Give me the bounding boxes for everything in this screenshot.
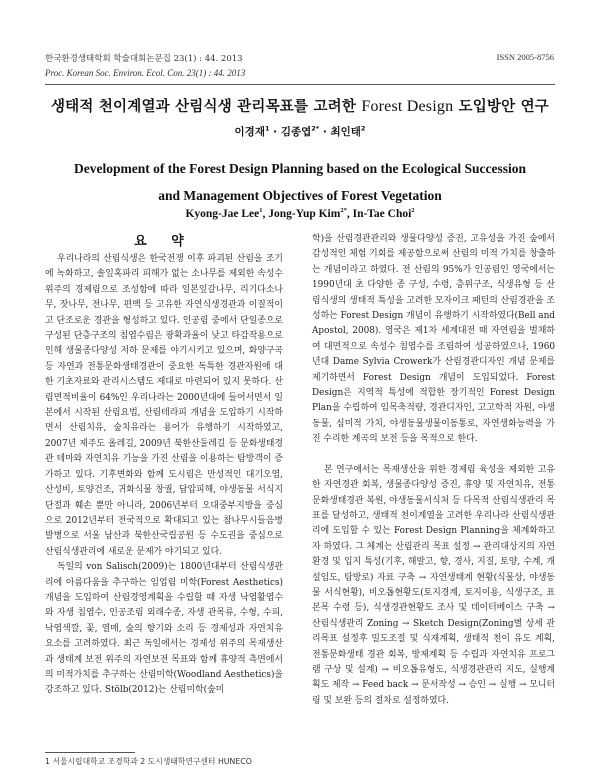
author-separator: , bbox=[346, 207, 353, 220]
abstract-paragraph: 우리나라의 산림식생은 한국전쟁 이후 파괴된 산림을 조기에 녹화하고, 솔잎혹파리 피해가 없는 소나무를 제외한 속성수 위주의 경제림으로 조성함에 따라 일본잎갈나무, 리기다소나무, 잣나무, 전나무, 편백 등 고유한 자연식생경관과 이질적이고 단조로운 경관을 형성하고 있다. 인공림 중에서 단일종으로 구성된 단층구조의 침엽수림은 광확과율이 낮고 타감작용으로 인해 생물종다양성 저하 문제를 야기시키고 있으며, 화양구곡 등 자연과 전통문화생태경관이 중요한 독특한 경관자원에 대한 기초자료와 관리시스템도 제대로 마련되어 있지 못하다. 산림면적비율이 64%인 우리나라는 2000년대에 들어서면서 일본에서 시작된 산림요법, 산림테라피 개념을 도입하기 시작하면서 산림치유, 숲치유라는 용어가 유행하기 시작하였고, 2007년 제주도 올레길, 2009년 북한산둘레길 등 문화생태경관 테마와 자연치유 기능을 가진 산림을 이용하는 탐방객이 증가하고 있다. 기후변화와 함께 도시림은 만성적인 대기오염, 산성비, 토양건조, 귀화식물 창궐, 답압피해, 야생동물 서식지 단절과 훼손 뿐만 아니라, 2006년부터 오대중부지방을 중심으로 2012년부터 전국적으로 확대되고 있는 참나무시들음병 발병으로 서울 남산과 북한산국립공원 등 수도권을 중심으로 산림식생관리에 새로운 문제가 야기되고 있다. bbox=[45, 254, 283, 557]
author-affil: 2* bbox=[311, 124, 320, 133]
abstract-heading: 요 약 bbox=[134, 234, 194, 249]
title-kr-forest-design: Forest Design bbox=[361, 98, 454, 115]
author-separator: · bbox=[319, 126, 331, 138]
paper-title-en bbox=[40, 155, 560, 209]
title-kr-part1: 생태적 천이계열과 산림식생 관리목표를 고려한 bbox=[50, 99, 362, 115]
author-kr: 김종엽 bbox=[280, 126, 312, 138]
title-en-line: and Management Objectives of Forest Vegetation bbox=[158, 188, 442, 203]
author-kr: 이경재 bbox=[234, 126, 265, 138]
affiliation-footnote: 1 서울시립대학교 조경학과 2 도시생태학연구센터 HUNECO bbox=[45, 757, 252, 766]
author-separator: , bbox=[262, 207, 269, 220]
abstract-paragraph: 학)을 산림경관관리와 생물다양성 증진, 고유성을 가진 숲에서 감성적인 체험 기회를 제공함으로써 산림의 미적 가치를 창출하는 개념이라고 하였다. 전 산림의 95%가 인공림인 영국에서는 1990년대 초 다양한 종 구성, 수령, 층위구조, 식생유형 등 산림식생의 생태적 특성을 고려한 모자이크 패턴의 산림경관을 조성하는 Forest Design 개념이 유행하기 시작하였다(Bell and Apostol, 2008). 영국은 제1차 세계대전 때 자연림을 벌채하여 대면적으로 속성수 침엽수를 조림하여 성공하였으나, 1960년대 Dame Sylvia Crowerk가 산림경관디자인 개념 문제를 제기하면서 Forest Design 개념이 도입되었다. Forest Design은 지역적 특성에 적합한 장기적인 Forest Design Plan을 수립하여 임목축적량, 경관디자인, 고고학적 자원, 야생동물, 심미적 가치, 야생동물생물이동통로, 자연생화능력을 가진 수리한 계곡의 보전 등을 목적으로 한다. bbox=[312, 234, 555, 445]
journal-name-kr: 한국환경생태학회 학술대회논문집 23(1) : 44. 2013 bbox=[45, 54, 243, 64]
author-affil: 1 bbox=[264, 124, 270, 133]
abstract-left-column bbox=[45, 252, 283, 699]
title-en-line: Development of the Forest Design Planning based on the Ecological Succession bbox=[74, 161, 526, 176]
author-en: Jong-Yup Kim bbox=[268, 207, 341, 220]
author-en: In-Tae Choi bbox=[352, 207, 412, 220]
author-separator: · bbox=[269, 126, 281, 138]
paper-title-kr bbox=[0, 95, 600, 116]
abstract-right-column bbox=[312, 232, 555, 709]
issn: ISSN 2005-8756 bbox=[496, 52, 554, 62]
footnote-divider bbox=[45, 752, 135, 753]
author-kr: 최인태 bbox=[330, 126, 361, 138]
abstract-paragraph: 독일의 von Salisch(2009)는 1800년대부터 산림식생관리에 아름다움을 추구하는 임업림 미학(Forest Aesthetics) 개념을 도입하여 산림경영계획을 수립할 때 자생 낙엽활엽수와 자생 침엽수, 인공조림 외래수종, 자생 관목류, 수형, 수피, 낙엽색깔, 꽃, 열매, 숲의 향기와 소리 등 경제성과 자연치유 요소를 고려하였다. 최근 독일에서는 경제성 위주의 목재생산과 생태계 보전 위주의 자연보전 목표와 함께 휴양적 측면에서의 미적가치를 추구하는 산림미학(Woodland Aesthetics)을 강조하고 있다. Stölb(2012)는 산림미학(숲미 bbox=[45, 562, 283, 696]
authors-kr bbox=[0, 124, 600, 139]
journal-name-en: Proc. Korean Soc. Environ. Ecol. Con. 23(1) : 44. 2013 bbox=[45, 68, 246, 78]
title-kr-part2: 도입방안 연구 bbox=[453, 99, 550, 115]
authors-en bbox=[0, 207, 600, 220]
author-affil: 2 bbox=[411, 207, 415, 214]
author-affil: 1 bbox=[259, 207, 263, 214]
author-en: Kyong-Jae Lee bbox=[185, 207, 260, 220]
journal-header bbox=[45, 52, 245, 80]
author-affil: 2* bbox=[340, 207, 347, 214]
header-divider bbox=[45, 84, 555, 85]
abstract-paragraph: 본 연구에서는 목재생산을 위한 경제림 육성을 제외한 고유한 자연경관 회복, 생물종다양성 증진, 휴양 및 자연치유, 전통문화생태경관 복원, 야생동물서식처 등 다목적 산림식생관리 목표를 달성하고, 생태적 천이계열을 고려한 우리나라 산림식생관리에 도입할 수 있는 Forest Design Planning을 체계화하고자 하였다. 그 체계는 산림관리 목표 설정 → 관리대상지의 자연환경 및 입지 특성(기후, 해발고, 향, 경사, 지질, 토양, 수계, 개설임도, 탐방로) 자료 구축 → 자연생태계 현황(식물상, 야생동물 서식현황), 비오톱현황도(토지경계, 토지이용, 식생구조, 표본목 수령 등), 식생경관현황도 조사 및 데이터베이스 구축 → 산림식생관리 Zoning → Sketch Design(Zoning별 상세 관리목표 설정후 밀도조절 및 식재계획, 생태적 천이 유도 계획, 전통문화생태 경관 회복, 방제계획 등 수립과 자연치유 프로그램 구상 및 설계) → 비오톱유형도, 식생경관관리 지도, 실행계획도 제작 → Feed back → 문서작성 → 승인 → 실행 → 모니터링 및 보완 등의 절차로 설정하였다. bbox=[312, 464, 555, 706]
author-affil: 2 bbox=[360, 124, 366, 133]
